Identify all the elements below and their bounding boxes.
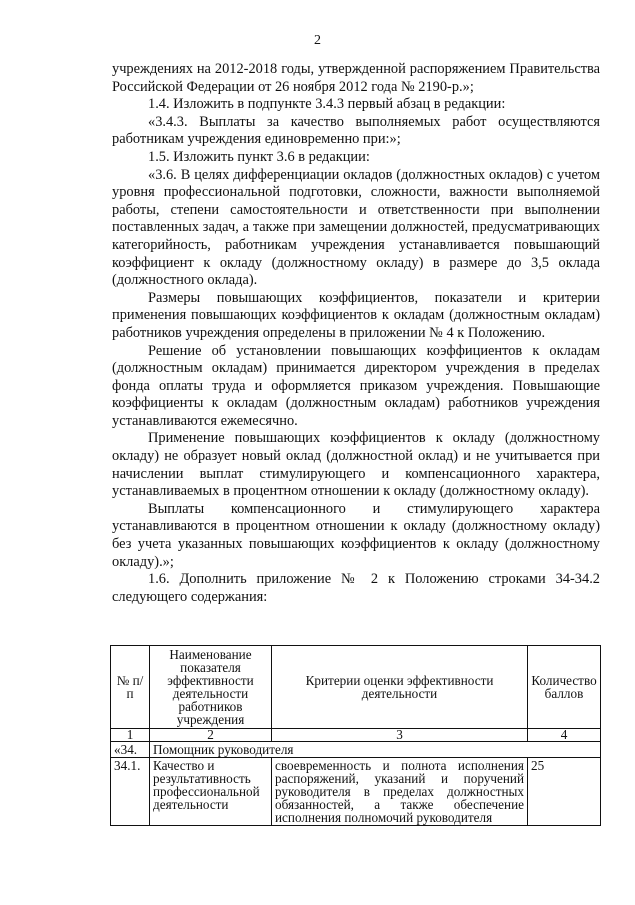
table-row [111, 758, 601, 826]
header-criteria: Критерии оценки эффективности деятельности [272, 646, 528, 729]
paragraph: «3.4.3. Выплаты за качество выполняемых работ осуществляются работникам учреждения единовременно при:»; [112, 113, 600, 148]
column-number: 4 [528, 729, 601, 742]
paragraph: Решение об установлении повышающих коэффициентов к окладам (должностным окладам) принимается директором учреждения в пределах фонда оплаты труда и оформляется приказом учреждения. Повышающие коэффициенты к окладам (должностным окладам) работников учреждения устанавливаются ежемесячно. [112, 342, 600, 429]
row-criteria: своевременность и полнота исполнения распоряжений, указаний и поручений руководителя в пределах должностных обязанностей, а также обеспечение исполнения полномочий руководителя [272, 758, 528, 826]
paragraph: учреждениях на 2012-2018 годы, утвержденной распоряжением Правительства Российской Федерации от 26 ноября 2012 года № 2190-р.»; [112, 61, 600, 95]
row-num: 34.1. [111, 758, 150, 826]
document-body [112, 61, 600, 606]
column-number: 2 [150, 729, 272, 742]
paragraph: 1.5. Изложить пункт 3.6 в редакции: [148, 148, 370, 165]
column-number: 1 [111, 729, 150, 742]
section-title: Помощник руководителя [150, 742, 601, 758]
section-row [111, 742, 601, 758]
paragraph: 1.4. Изложить в подпункте 3.4.3 первый абзац в редакции: [148, 96, 506, 113]
paragraph: Применение повышающих коэффициентов к окладу (должностному окладу) не образует новый оклад (должностной оклад) и не учитывается при начислении выплат стимулирующего и компенсационного характера, устанавливаемых в процентном отношении к окладу (должностному окладу). [112, 430, 600, 500]
column-number: 3 [272, 729, 528, 742]
paragraph: «3.6. В целях дифференциации окладов (должностных окладов) с учетом уровня профессиональной подготовки, сложности, важности выполняемой работы, степени самостоятельности и ответственности при выполнении поставленных задач, а также при замещении должностей, предусматривающих категорийность, работникам учреждения устанавливается повышающий коэффициент к окладу (должностному окладу) в размере до 3,5 оклада (должностного оклада). [112, 166, 600, 289]
row-indicator: Качество и результативность профессиональной деятельности [150, 758, 272, 826]
header-num: № п/п [111, 646, 150, 729]
paragraph: Размеры повышающих коэффициентов, показатели и критерии применения повышающих коэффициентов к окладам (должностным окладам) работников учреждения определены в приложении № 4 к Положению. [112, 289, 600, 341]
paragraph: 1.6. Дополнить приложение № 2 к Положению строками 34-34.2 следующего содержания: [112, 571, 600, 605]
row-points: 25 [528, 758, 601, 826]
column-number-row [111, 729, 601, 742]
criteria-table [110, 645, 601, 826]
table-header-row [111, 646, 601, 729]
section-num: «34. [111, 742, 150, 758]
paragraph: Выплаты компенсационного и стимулирующего характера устанавливаются в процентном отношении к окладу (должностному окладу) без учета указанных повышающих коэффициентов к окладу (должностному окладу).»; [112, 500, 600, 570]
header-indicator: Наименование показателя эффективности деятельности работников учреждения [150, 646, 272, 729]
page-number: 2 [314, 33, 321, 48]
header-points: Количество баллов [528, 646, 601, 729]
